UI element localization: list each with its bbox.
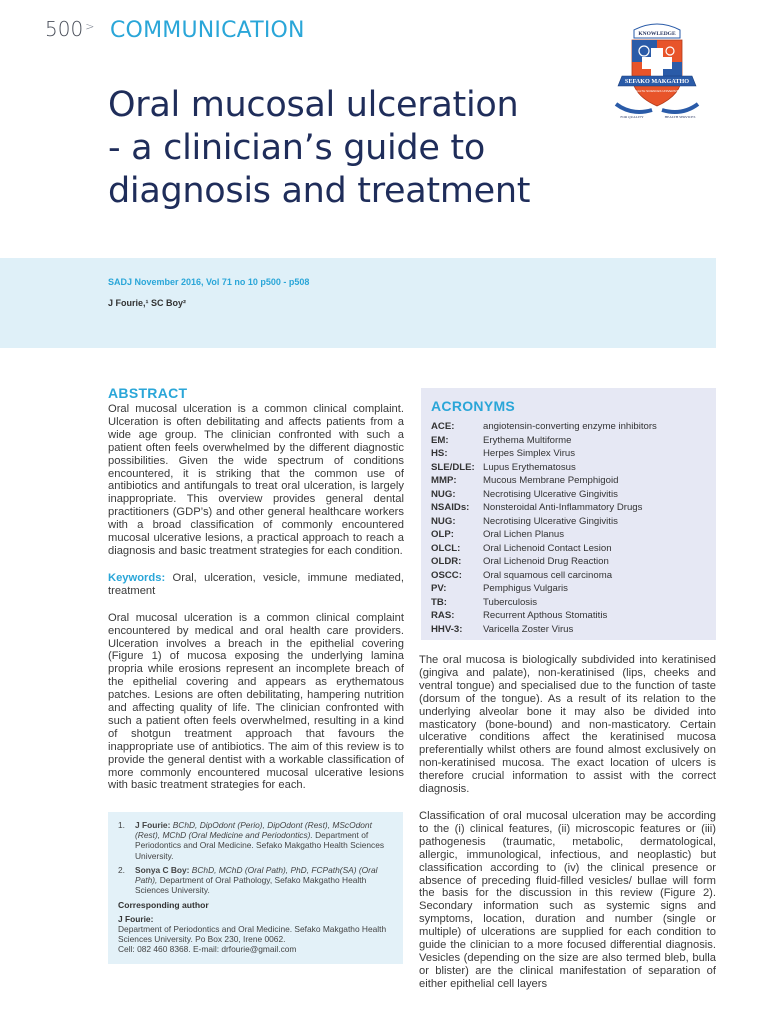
acronym-abbr: OLP: bbox=[431, 529, 454, 540]
acronym-row bbox=[431, 447, 706, 461]
acronym-definition: Pemphigus Vulgaris bbox=[483, 583, 568, 594]
acronym-definition: Oral Lichen Planus bbox=[483, 529, 565, 540]
abstract-text: Oral mucosal ulceration is a common clinical complaint. Ulceration is often debilitating and affects patients from a wide age group. The clinician confronted with such a patient often feels overwhelmed by the different diagnostic possibilities. Given the wide spectrum of conditions encountered, it is striking that the common use of antibiotics and antifungals to treat oral ulceration, is largely inappropriate. This overview provides general dental practitioners (GDP’s) and other general healthcare workers with a broad classification of commonly encountered mucosal ulcerative lesions, a practical approach to reach a diagnosis and basic treatment strategies for each condition. bbox=[108, 403, 404, 557]
acronym-row bbox=[431, 515, 706, 529]
acronym-definition: Tuberculosis bbox=[483, 596, 538, 608]
acronym-definition: Recurrent Apthous Stomatitis bbox=[483, 610, 608, 621]
acronym-abbr: ACE: bbox=[431, 421, 455, 432]
affiliation-dept: Department of Oral Pathology, Sefako Makgatho Health Sciences University. bbox=[135, 875, 367, 896]
corresponding-address: Department of Periodontics and Oral Medicine. Sefako Makgatho Health Sciences University. Po Box 230, Irene 0062. bbox=[118, 923, 387, 945]
acronym-row bbox=[431, 542, 706, 556]
affiliation-item bbox=[118, 820, 393, 861]
acronym-definition: Varicella Zoster Virus bbox=[483, 623, 574, 635]
acronyms-heading: ACRONYMS bbox=[431, 398, 516, 414]
keywords bbox=[108, 572, 404, 598]
title-line: Oral mucosal ulceration bbox=[108, 85, 519, 125]
acronym-abbr: NUG: bbox=[431, 515, 456, 527]
logo-bottom-left-text: FOR QUALITY bbox=[620, 115, 644, 119]
logo-sub-text: HEALTH SCIENCES UNIVERSITY bbox=[633, 89, 681, 93]
acronym-abbr: HS: bbox=[431, 448, 448, 459]
corresponding-heading: Corresponding author bbox=[118, 900, 209, 911]
acronym-row bbox=[431, 434, 706, 448]
acronym-definition: Erythema Multiforme bbox=[483, 434, 572, 446]
article-title bbox=[108, 84, 548, 213]
acronym-abbr: SLE/DLE: bbox=[431, 461, 475, 473]
body-paragraph: Classification of oral mucosal ulceration may be according to the (i) clinical features, (ii) microscopic features or (iii) pathogenesis (traumatic, metabolic, dermatological, allergic, immunological, infectious, and neoplastic) but classification according to (iv) the clinical presence or absence of preceding fluid-filled vesicles/ bullae will form the basis for the discussion in this review (Figure 2). Secondary information such as systemic signs and symptoms, location, duration and number (single or multiple) of ulcerations are supplied for each condition to guide the clinician to a more focused differential diagnosis. Vesicles (depending on the size are also termed bleb, bulla or blister) are the clinical manifestation of separation of either epithelial cell layers bbox=[419, 809, 716, 990]
affiliations-box bbox=[108, 812, 403, 964]
affiliation-number: 2. bbox=[118, 864, 125, 875]
acronym-abbr: MMP: bbox=[431, 475, 457, 486]
abstract-heading: ABSTRACT bbox=[108, 385, 188, 401]
acronym-definition: angiotensin-converting enzyme inhibitors bbox=[483, 421, 657, 432]
acronym-abbr: OLCL: bbox=[431, 542, 461, 554]
acronym-row bbox=[431, 420, 706, 434]
acronyms-list bbox=[431, 420, 706, 636]
acronym-definition: Lupus Erythematosus bbox=[483, 461, 576, 473]
acronym-abbr: NSAIDs: bbox=[431, 502, 470, 513]
acronym-row bbox=[431, 528, 706, 542]
citation: SADJ November 2016, Vol 71 no 10 p500 - p508 bbox=[108, 277, 310, 287]
affiliation-text bbox=[135, 820, 393, 861]
body-paragraph: The oral mucosa is biologically subdivided into keratinised (gingiva and palate), non-keratinised (lips, cheeks and ventral tongue) and specialised due to the function of taste (dorsum of the tongue). As a result of its relation to the underlying alveolar bone it may also be divided into masticatory (bone-bound) and non-masticatory. Certain ulcerative conditions affect the keratinised mucosa preferentially whilst others are found almost exclusively on non-keratinised mucosa. The exact location of ulcers is therefore crucial information to assist with the correct diagnosis. bbox=[419, 654, 716, 796]
affiliation-item bbox=[118, 865, 393, 896]
acronym-row bbox=[431, 582, 706, 596]
affiliation-name: J Fourie: bbox=[135, 820, 171, 830]
acronym-abbr: OLDR: bbox=[431, 556, 462, 567]
affiliation-dept: Department of Periodontics and Oral Medicine. Sefako Makgatho Health Sciences University. bbox=[135, 830, 385, 861]
affiliation-quals: BChD, DipOdont (Perio), DipOdont (Rest), MScOdont (Rest), MChD (Oral Medicine and Periodontics). bbox=[135, 820, 372, 841]
acronym-row bbox=[431, 555, 706, 569]
acronym-definition: Oral Lichenoid Drug Reaction bbox=[483, 556, 609, 567]
acronym-definition: Necrotising Ulcerative Gingivitis bbox=[483, 488, 618, 500]
acronym-row bbox=[431, 501, 706, 515]
acronym-definition: Herpes Simplex Virus bbox=[483, 448, 576, 459]
acronym-abbr: TB: bbox=[431, 596, 447, 608]
acronym-row bbox=[431, 488, 706, 502]
title-line: - a clinician’s guide to bbox=[108, 128, 485, 168]
left-column bbox=[108, 385, 404, 792]
logo-banner-text: SEFAKO MAKGATHO bbox=[624, 78, 690, 85]
logo-top-text: KNOWLEDGE bbox=[638, 31, 676, 37]
acronym-row bbox=[431, 461, 706, 475]
acronym-abbr: RAS: bbox=[431, 610, 455, 621]
affiliation-name: Sonya C Boy: bbox=[135, 864, 190, 875]
acronym-row bbox=[431, 569, 706, 583]
section-label: COMMUNICATION bbox=[110, 18, 305, 43]
university-logo bbox=[612, 20, 702, 120]
keywords-value: Oral, ulceration, vesicle, immune mediated, treatment bbox=[108, 571, 404, 597]
affiliation-number: 1. bbox=[118, 820, 125, 830]
intro-paragraph: Oral mucosal ulceration is a common clinical complaint encountered by medical and oral health care providers. Ulceration involves a breach in the epithelial covering (Figure 1) of mucosa exposing the underlying lamina propria while erosions represent an incomplete breach of the epithelial covering and appears as erythematous patches. Lesions are often debilitating, hampering nutrition and affecting quality of life. The clinician confronted with such a patient often feels overwhelmed, resulting in a kind of shotgun treatment approach that favours the inappropriate use of antibiotics. The aim of this review is to provide the general dentist with a workable classification of more commonly encountered mucosal ulcerative lesions with basic treatment strategies for each. bbox=[108, 611, 404, 792]
logo-bottom-right-text: HEALTH SERVICES bbox=[664, 115, 696, 119]
page-number-value: 500 bbox=[45, 17, 84, 41]
acronym-definition: Mucous Membrane Pemphigoid bbox=[483, 475, 619, 486]
page-arrow: > bbox=[85, 20, 95, 33]
page-number bbox=[45, 17, 94, 41]
acronym-row bbox=[431, 609, 706, 623]
authors: J Fourie,¹ SC Boy² bbox=[108, 298, 187, 308]
corresponding-contact: Cell: 082 460 8368. E-mail: drfourie@gmail.com bbox=[118, 944, 297, 955]
acronym-definition: Oral Lichenoid Contact Lesion bbox=[483, 542, 612, 554]
affiliation-text bbox=[135, 865, 393, 896]
acronym-definition: Nonsteroidal Anti-Inflammatory Drugs bbox=[483, 502, 643, 513]
acronym-row bbox=[431, 596, 706, 610]
acronym-definition: Oral squamous cell carcinoma bbox=[483, 569, 613, 581]
affiliation-quals: BChD, MChD (Oral Path), PhD, FCPath(SA) (Oral Path), bbox=[135, 864, 378, 886]
acronyms-box bbox=[421, 388, 716, 640]
corresponding-name: J Fourie: bbox=[118, 913, 154, 924]
acronym-abbr: OSCC: bbox=[431, 569, 462, 581]
acronym-row bbox=[431, 623, 706, 637]
right-column bbox=[419, 654, 716, 991]
title-line: diagnosis and treatment bbox=[108, 171, 531, 211]
acronym-row bbox=[431, 474, 706, 488]
acronym-abbr: EM: bbox=[431, 434, 449, 446]
acronym-abbr: HHV-3: bbox=[431, 623, 463, 635]
acronym-definition: Necrotising Ulcerative Gingivitis bbox=[483, 515, 618, 527]
keywords-label: Keywords: bbox=[108, 571, 166, 584]
acronym-abbr: NUG: bbox=[431, 488, 456, 500]
acronym-abbr: PV: bbox=[431, 583, 447, 594]
